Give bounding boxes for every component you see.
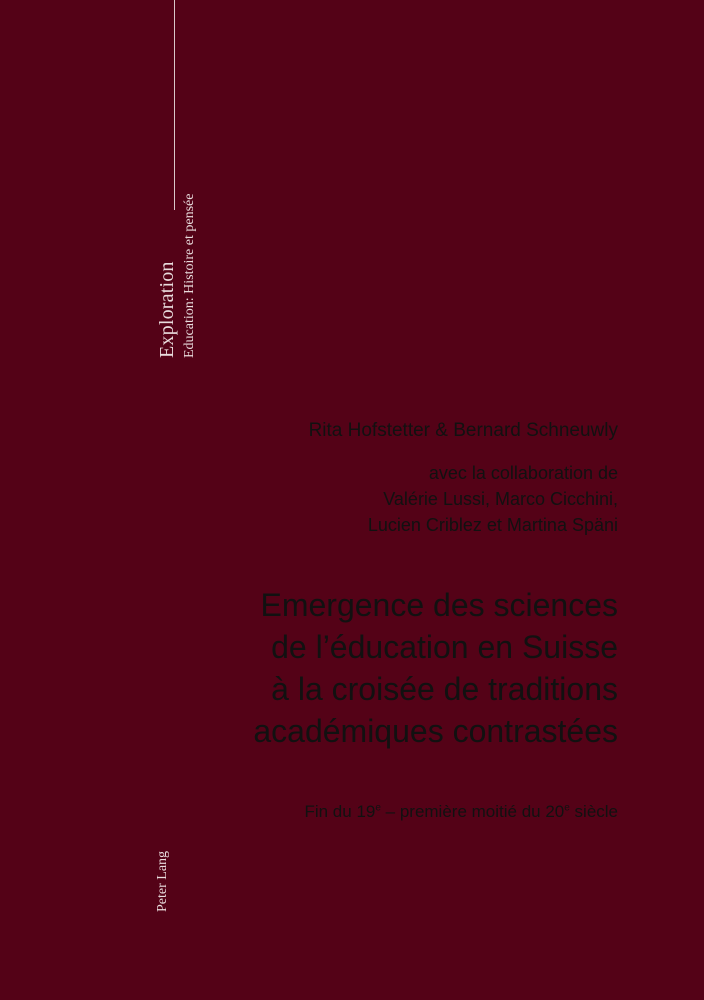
book-title — [253, 584, 618, 752]
subtitle-part-2: – première moitié du 20 — [380, 802, 565, 821]
title-line-1: Emergence des sciences — [260, 587, 618, 623]
title-line-3: à la croisée de traditions — [271, 671, 618, 707]
publisher-name: Peter Lang — [155, 850, 170, 912]
authors: Rita Hofstetter & Bernard Schneuwly — [308, 420, 618, 441]
subtitle-part-1: Fin du 19 — [304, 802, 376, 821]
collaborators-line-2: Lucien Criblez et Martina Späni — [367, 515, 618, 535]
collaboration-intro: avec la collaboration de — [428, 463, 618, 483]
series-label — [156, 78, 224, 358]
book-subtitle — [304, 802, 618, 822]
subtitle-sup-1: e — [375, 802, 381, 814]
title-line-4: académiques contrastées — [253, 713, 618, 749]
title-line-2: de l’éducation en Suisse — [271, 629, 618, 665]
series-divider-line — [174, 0, 175, 210]
collaborators-line-1: Valérie Lussi, Marco Cicchini, — [383, 489, 618, 509]
series-name: Exploration — [156, 261, 178, 358]
subtitle-sup-2: e — [564, 802, 570, 814]
series-subtitle: Education: Histoire et pensée — [182, 193, 197, 358]
collaborators — [368, 460, 618, 538]
subtitle-part-3: siècle — [569, 802, 618, 821]
